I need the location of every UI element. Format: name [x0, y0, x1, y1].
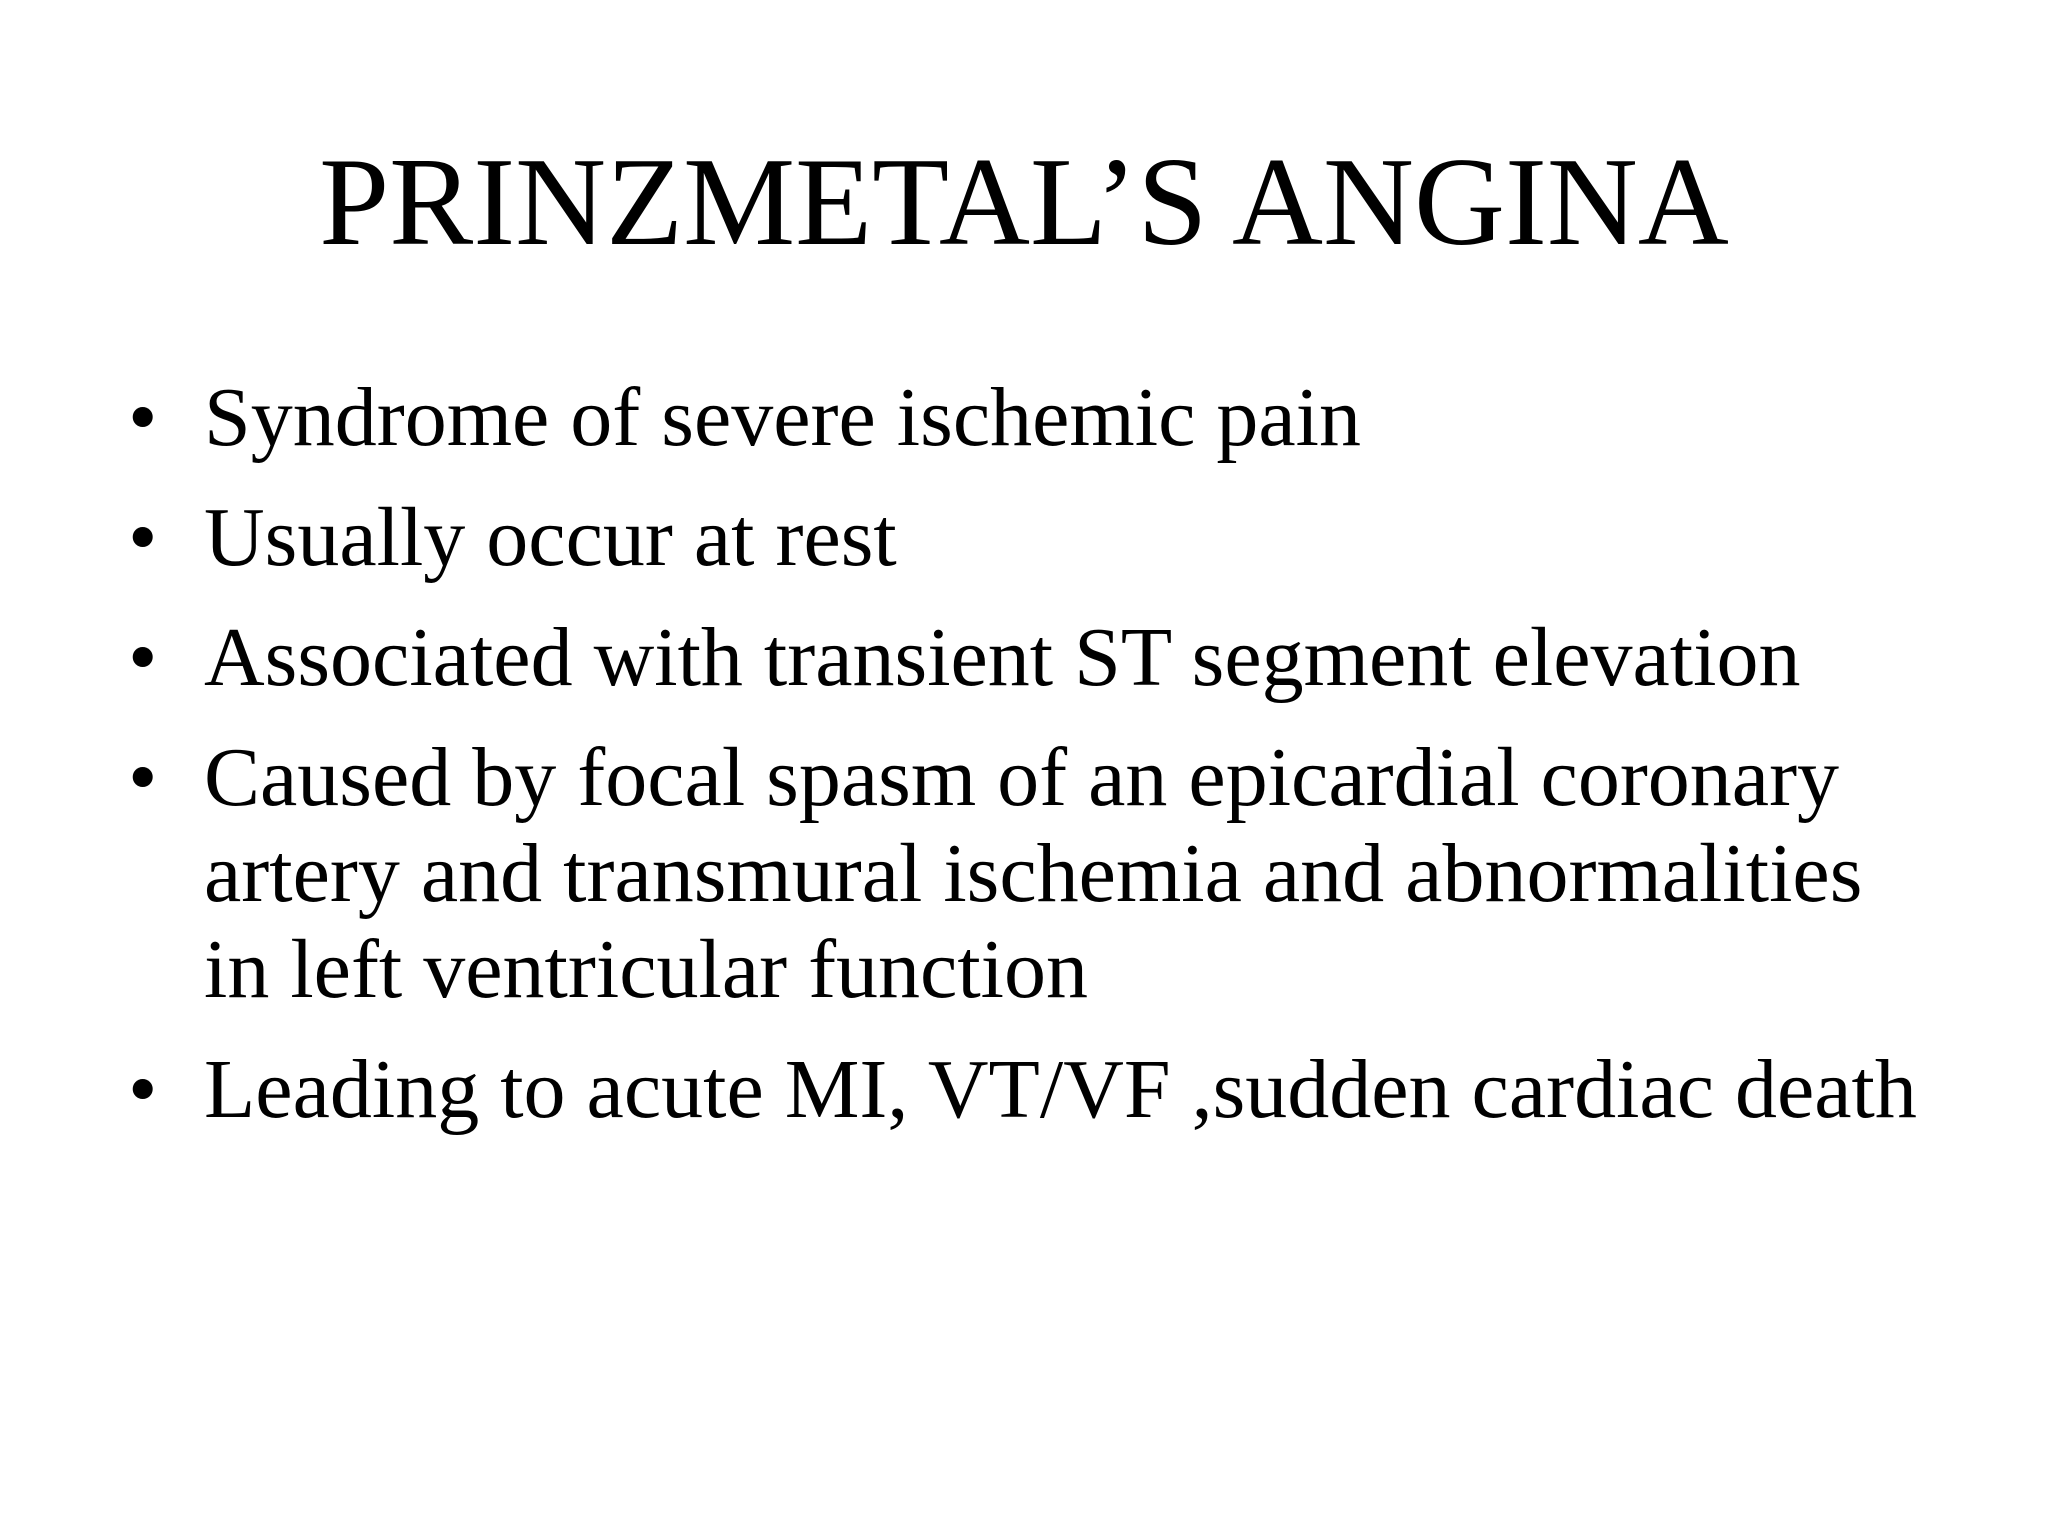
bullet-item [128, 370, 1928, 466]
bullet-icon: • [128, 371, 158, 464]
bullet-item [128, 490, 1928, 586]
bullet-item [128, 610, 1928, 706]
bullet-icon: • [128, 491, 158, 584]
bullet-icon: • [128, 611, 158, 704]
bullet-text: Syndrome of severe ischemic pain [204, 371, 1361, 464]
bullet-item [128, 1042, 1928, 1138]
bullet-list [128, 370, 1928, 1162]
bullet-icon: • [128, 1043, 158, 1136]
slide-title: PRINZMETAL’S ANGINA [319, 133, 1729, 272]
bullet-item [128, 730, 1928, 1018]
bullet-text: Associated with transient ST segment elevation [204, 611, 1801, 704]
bullet-text: Usually occur at rest [204, 491, 897, 584]
bullet-text: Leading to acute MI, VT/VF ,sudden cardiac death [204, 1043, 1917, 1136]
bullet-icon: • [128, 731, 158, 824]
bullet-text: Caused by focal spasm of an epicardial coronary artery and transmural ischemia and abnormalities in left ventricular function [204, 731, 1863, 1016]
